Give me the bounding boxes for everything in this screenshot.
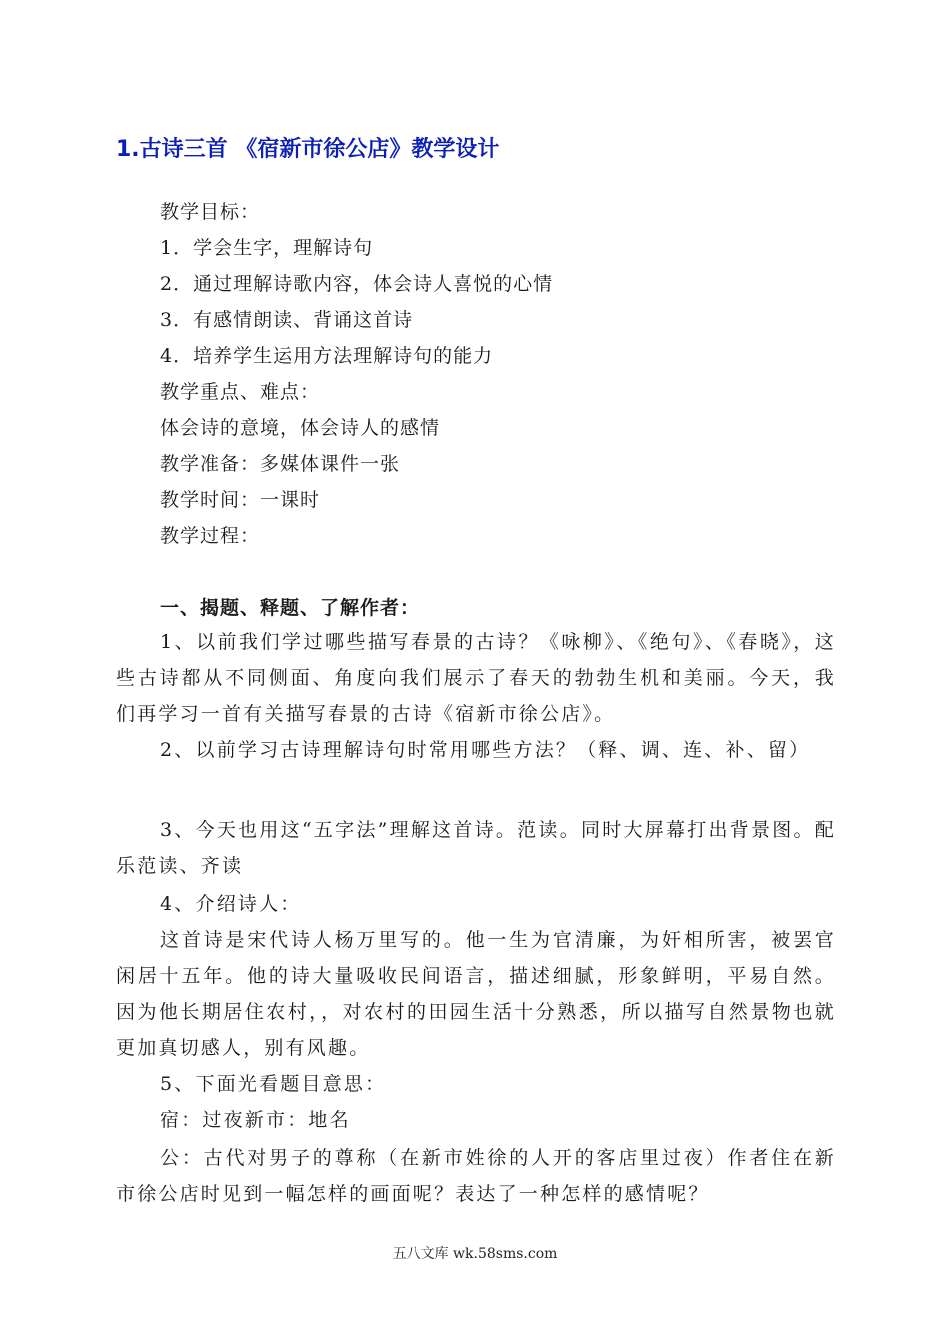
paragraph-7: 宿：过夜新市：地名	[160, 1109, 351, 1131]
paragraph-8: 公：古代对男子的尊称（在新市姓徐的人开的客店里过夜）作者住在新市徐公店时见到一幅怎样的画面呢？表达了一种怎样的感情呢？	[116, 1147, 836, 1205]
objective-item-1: 1．学会生字，理解诗句	[160, 237, 374, 259]
objective-item-4: 4．培养学生运用方法理解诗句的能力	[160, 345, 494, 367]
objective-item-3: 3．有感情朗读、背诵这首诗	[160, 309, 414, 331]
key-points-text: 体会诗的意境，体会诗人的感情	[160, 417, 441, 439]
paragraph-1: 1、以前我们学过哪些描写春景的古诗？《咏柳》、《绝句》、《春晓》，这些古诗都从不同侧面、角度向我们展示了春天的勃勃生机和美丽。今天，我们再学习一首有关描写春景的古诗《宿新市徐公店》。	[116, 631, 836, 725]
process-label: 教学过程：	[160, 525, 261, 547]
objectives-label: 教学目标：	[160, 201, 261, 223]
preparation-text: 教学准备：多媒体课件一张	[160, 453, 401, 475]
paragraph-3: 3、今天也用这“五字法”理解这首诗。范读。同时大屏幕打出背景图。配乐范读、齐读	[116, 819, 836, 877]
paragraph-5: 这首诗是宋代诗人杨万里写的。他一生为官清廉，为奸相所害，被罢官闲居十五年。他的诗大量吸收民间语言，描述细腻，形象鲜明，平易自然。因为他长期居住农村，，对农村的田园生活十分熟悉，所以描写自然景物也就更加真切感人，别有风趣。	[116, 929, 836, 1059]
key-points-label: 教学重点、难点：	[160, 381, 321, 403]
document-title: 1.古诗三首 《宿新市徐公店》教学设计	[116, 137, 500, 162]
paragraph-6: 5、下面光看题目意思：	[160, 1073, 387, 1095]
time-text: 教学时间：一课时	[160, 489, 321, 511]
paragraph-2: 2、以前学习古诗理解诗句时常用哪些方法？（释、调、连、补、留）	[160, 739, 811, 761]
paragraph-4: 4、介绍诗人：	[160, 893, 302, 915]
footer-watermark: 五八文库 wk.58sms.com	[392, 1246, 558, 1262]
section-1-heading: 一、揭题、释题、了解作者：	[160, 597, 421, 619]
objective-item-2: 2．通过理解诗歌内容，体会诗人喜悦的心情	[160, 273, 554, 295]
